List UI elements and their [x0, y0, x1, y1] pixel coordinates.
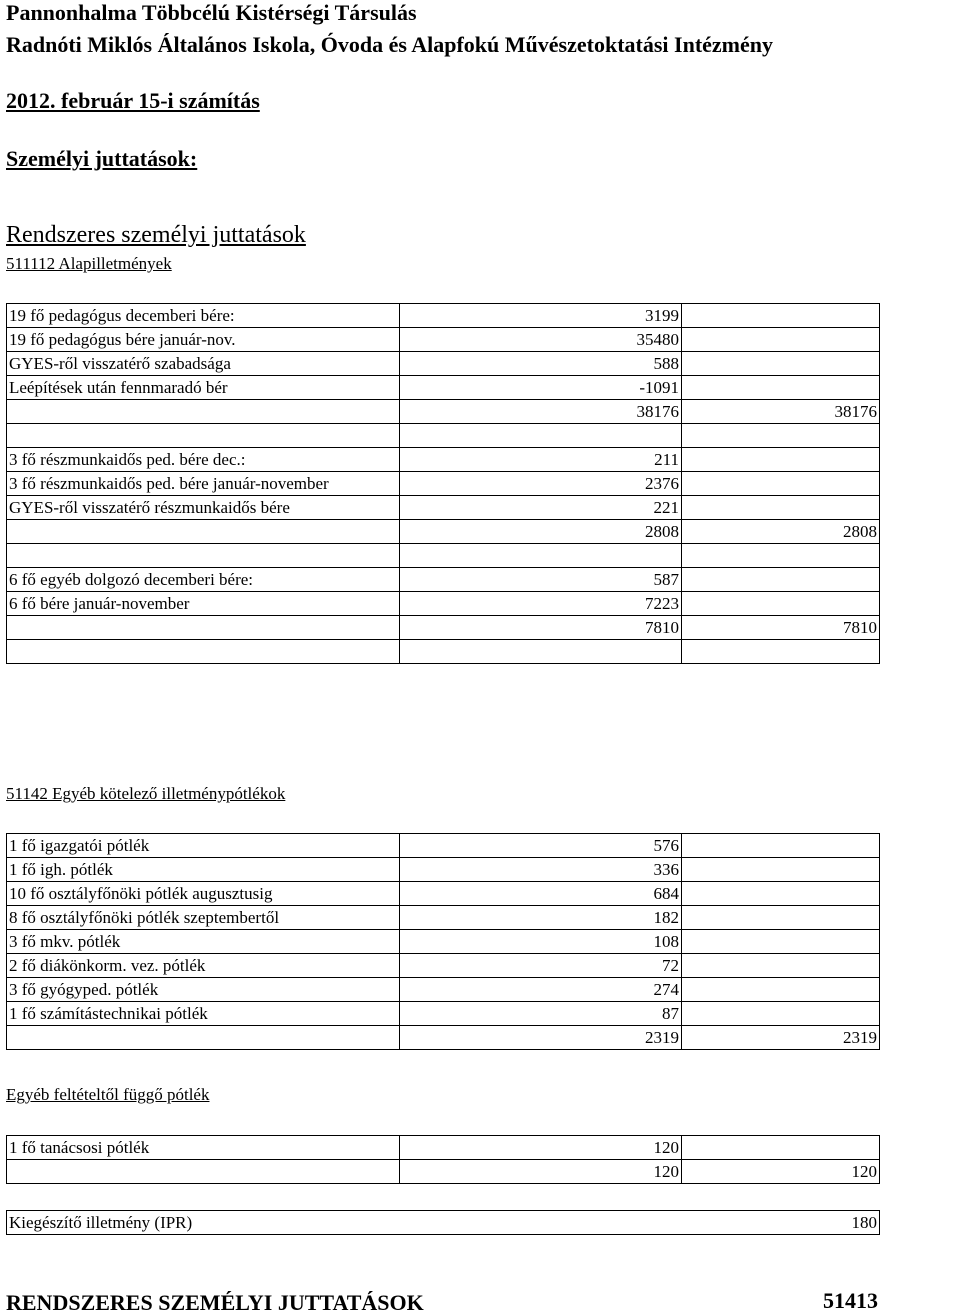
row-label: 1 fő tanácsosi pótlék [7, 1136, 400, 1160]
row-label [7, 424, 400, 448]
row-label [7, 544, 400, 568]
row-value: 684 [400, 882, 682, 906]
row-total [682, 448, 880, 472]
row-value: 120 [400, 1160, 682, 1184]
row-label: 1 fő igazgatói pótlék [7, 834, 400, 858]
row-total [682, 834, 880, 858]
row-label: GYES-ről visszatérő részmunkaidős bére [7, 496, 400, 520]
table-row [7, 592, 880, 616]
table-row [7, 1136, 880, 1160]
row-total: 38176 [682, 400, 880, 424]
row-value: 182 [400, 906, 682, 930]
row-total: 7810 [682, 616, 880, 640]
alapilletmeny-table [6, 303, 880, 664]
row-label [7, 640, 400, 664]
row-value [400, 424, 682, 448]
table-row [7, 448, 880, 472]
row-label: Leépítések után fennmaradó bér [7, 376, 400, 400]
row-value: 274 [400, 978, 682, 1002]
row-total [682, 304, 880, 328]
row-value: 108 [400, 930, 682, 954]
row-total [682, 568, 880, 592]
footer-value: 51413 [823, 1288, 878, 1313]
row-value: 211 [400, 448, 682, 472]
row-total [682, 424, 880, 448]
table-row [7, 520, 880, 544]
row-label: 8 fő osztályfőnöki pótlék szeptembertől [7, 906, 400, 930]
header-line2: Radnóti Miklós Általános Iskola, Óvoda és Alapfokú Művészetoktatási Intézmény [6, 32, 774, 57]
row-total [682, 640, 880, 664]
row-value: -1091 [400, 376, 682, 400]
row-label: 3 fő gyógyped. pótlék [7, 978, 400, 1002]
row-total [682, 1136, 880, 1160]
rendszeres-title: Rendszeres személyi juttatások [6, 222, 306, 248]
row-value: 2319 [400, 1026, 682, 1050]
table-row [7, 472, 880, 496]
row-value: 336 [400, 858, 682, 882]
row-value: 38176 [400, 400, 682, 424]
calc-date: 2012. február 15-i számítás [6, 88, 260, 113]
feltetel-table [6, 1135, 880, 1184]
row-value: 87 [400, 1002, 682, 1026]
kiegeszito-empty [400, 1211, 682, 1235]
footer-label: RENDSZERES SZEMÉLYI JUTTATÁSOK [6, 1290, 424, 1315]
row-total: 120 [682, 1160, 880, 1184]
table-row [7, 978, 880, 1002]
row-value [400, 544, 682, 568]
row-value [400, 640, 682, 664]
row-value: 7810 [400, 616, 682, 640]
row-label [7, 1160, 400, 1184]
potlekok-title: 51142 Egyéb kötelező illetménypótlékok [6, 784, 286, 803]
table-row [7, 1002, 880, 1026]
row-total [682, 882, 880, 906]
row-label: 3 fő részmunkaidős ped. bére január-november [7, 472, 400, 496]
row-total [682, 592, 880, 616]
row-total [682, 376, 880, 400]
row-total [682, 472, 880, 496]
feltetel-title: Egyéb feltételtől függő pótlék [6, 1085, 210, 1104]
table-row [7, 1026, 880, 1050]
potlekok-table [6, 833, 880, 1050]
header-line1: Pannonhalma Többcélú Kistérségi Társulás [6, 0, 417, 25]
row-total [682, 544, 880, 568]
row-label [7, 400, 400, 424]
table-row [7, 544, 880, 568]
table-row [7, 930, 880, 954]
table-row [7, 858, 880, 882]
table-row [7, 352, 880, 376]
table-row [7, 328, 880, 352]
row-total [682, 1002, 880, 1026]
row-value: 576 [400, 834, 682, 858]
table-row [7, 424, 880, 448]
row-value: 588 [400, 352, 682, 376]
table-row [7, 640, 880, 664]
table-row [7, 834, 880, 858]
row-label: 19 fő pedagógus decemberi bére: [7, 304, 400, 328]
section-title: Személyi juttatások: [6, 146, 198, 171]
table-row [7, 616, 880, 640]
row-label [7, 520, 400, 544]
table-row [7, 568, 880, 592]
row-value: 35480 [400, 328, 682, 352]
table-row [7, 954, 880, 978]
row-label: 1 fő igh. pótlék [7, 858, 400, 882]
row-label: 6 fő bére január-november [7, 592, 400, 616]
row-value: 7223 [400, 592, 682, 616]
kiegeszito-table [6, 1210, 880, 1235]
row-label: 3 fő részmunkaidős ped. bére dec.: [7, 448, 400, 472]
table-row [7, 376, 880, 400]
row-total [682, 930, 880, 954]
row-value: 72 [400, 954, 682, 978]
table-row [7, 400, 880, 424]
row-total [682, 328, 880, 352]
rendszeres-subtitle: 511112 Alapilletmények [6, 254, 172, 273]
row-label: 6 fő egyéb dolgozó decemberi bére: [7, 568, 400, 592]
table-row [7, 1211, 880, 1235]
row-label: 3 fő mkv. pótlék [7, 930, 400, 954]
kiegeszito-value: 180 [682, 1211, 880, 1235]
row-label: 1 fő számítástechnikai pótlék [7, 1002, 400, 1026]
table-row [7, 882, 880, 906]
row-total [682, 906, 880, 930]
table-row [7, 1160, 880, 1184]
row-value: 221 [400, 496, 682, 520]
row-total [682, 858, 880, 882]
row-label: 19 fő pedagógus bére január-nov. [7, 328, 400, 352]
row-total [682, 978, 880, 1002]
row-value: 120 [400, 1136, 682, 1160]
row-label: 2 fő diákönkorm. vez. pótlék [7, 954, 400, 978]
row-total: 2808 [682, 520, 880, 544]
row-label [7, 616, 400, 640]
row-label [7, 1026, 400, 1050]
table-row [7, 304, 880, 328]
row-label: GYES-ről visszatérő szabadsága [7, 352, 400, 376]
row-value: 587 [400, 568, 682, 592]
row-value: 2376 [400, 472, 682, 496]
row-label: 10 fő osztályfőnöki pótlék augusztusig [7, 882, 400, 906]
row-total: 2319 [682, 1026, 880, 1050]
table-row [7, 496, 880, 520]
table-row [7, 906, 880, 930]
row-value: 2808 [400, 520, 682, 544]
row-total [682, 954, 880, 978]
row-total [682, 352, 880, 376]
kiegeszito-label: Kiegészítő illetmény (IPR) [7, 1211, 400, 1235]
row-value: 3199 [400, 304, 682, 328]
row-total [682, 496, 880, 520]
